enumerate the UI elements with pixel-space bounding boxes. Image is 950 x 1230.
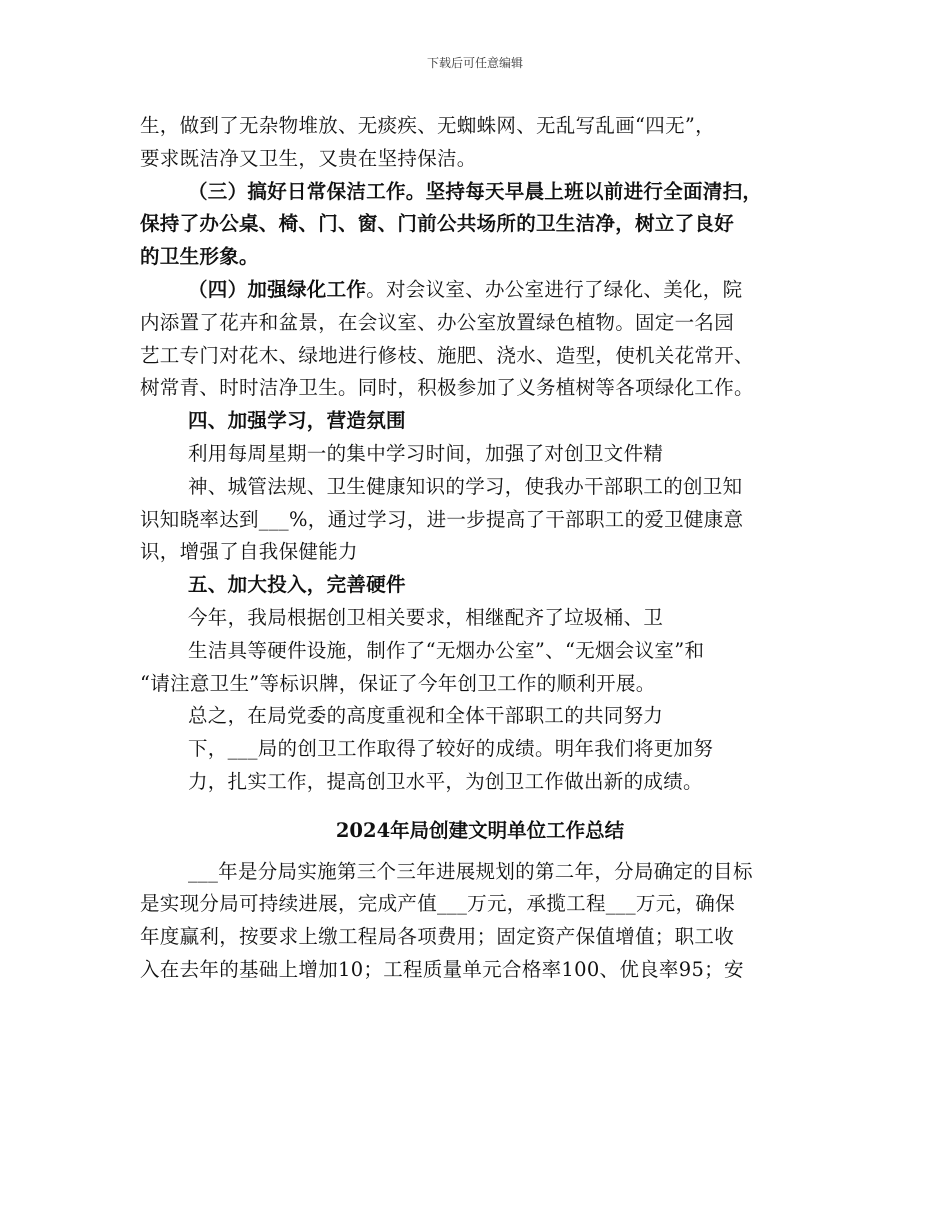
section-heading: 五、加大投入，完善硬件 [188, 573, 406, 597]
page-header: 下载后可任意编辑 [426, 56, 523, 70]
paragraph-line: “请注意卫生”等标识牌，保证了今年创卫工作的顺利开展。 [140, 671, 656, 695]
paragraph-line: 生，做到了无杂物堆放、无痰疾、无蜘蛛网、无乱写乱画“四无”， [140, 114, 715, 137]
paragraph-line: ___年是分局实施第三个三年进展规划的第二年，分局确定的目标 [188, 859, 753, 883]
section-heading-inline: （四）加强绿化工作 [188, 277, 367, 301]
paragraph-line: 生洁具等硬件设施，制作了“无烟办公室”、“无烟会议室”和 [188, 638, 705, 662]
paragraph-line: 识知晓率达到___%，通过学习，进一步提高了干部职工的爱卫健康意 [140, 507, 744, 531]
paragraph-line: 下，___局的创卫工作取得了较好的成绩。明年我们将更加努 [188, 737, 714, 761]
paragraph-line: 今年，我局根据创卫相关要求，相继配齐了垃圾桶、卫 [188, 605, 664, 629]
paragraph-line: 内添置了花卉和盆景，在会议室、办公室放置绿色植物。固定一名园 [140, 310, 735, 334]
paragraph-line-mixed [140, 274, 820, 307]
paragraph-line: 艺工专门对花木、绿地进行修枝、施肥、浇水、造型，使机关花常开、 [140, 343, 754, 367]
paragraph-line-bold: 的卫生形象。 [140, 245, 259, 269]
paragraph-line: 要求既洁净又卫生，又贵在坚持保洁。 [140, 146, 477, 170]
paragraph-line: 树常青、时时洁净卫生。同时，积极参加了义务植树等各项绿化工作。 [140, 376, 754, 400]
paragraph-line: 力，扎实工作，提高创卫水平，为创卫工作做出新的成绩。 [188, 769, 703, 793]
paragraph-line: 神、城管法规、卫生健康知识的学习，使我办干部职工的创卫知 [188, 474, 743, 498]
paragraph-text: 。对会议室、办公室进行了绿化、美化，院 [366, 277, 743, 301]
document-title: 2024年局创建文明单位工作总结 [335, 818, 625, 842]
paragraph-line: 识，增强了自我保健能力 [140, 540, 358, 564]
paragraph-line: 总之，在局党委的高度重视和全体干部职工的共同努力 [188, 704, 664, 728]
paragraph-line: 年度赢利，按要求上缴工程局各项费用；固定资产保值增值；职工收 [140, 925, 735, 949]
paragraph-line: 利用每周星期一的集中学习时间，加强了对创卫文件精 [188, 441, 664, 465]
paragraph-line: 是实现分局可持续进展，完成产值___万元，承揽工程___万元，确保 [140, 892, 735, 916]
paragraph-line-bold: 保持了办公桌、椅、门、窗、门前公共场所的卫生洁净，树立了良好 [140, 212, 735, 236]
paragraph-line-bold: （三）搞好日常保洁工作。坚持每天早晨上班以前进行全面清扫， [188, 179, 763, 203]
document-body [140, 110, 820, 987]
paragraph-line: 入在去年的基础上增加10；工程质量单元合格率100、优良率95；安 [140, 957, 744, 981]
section-heading: 四、加强学习，营造氛围 [188, 409, 406, 433]
